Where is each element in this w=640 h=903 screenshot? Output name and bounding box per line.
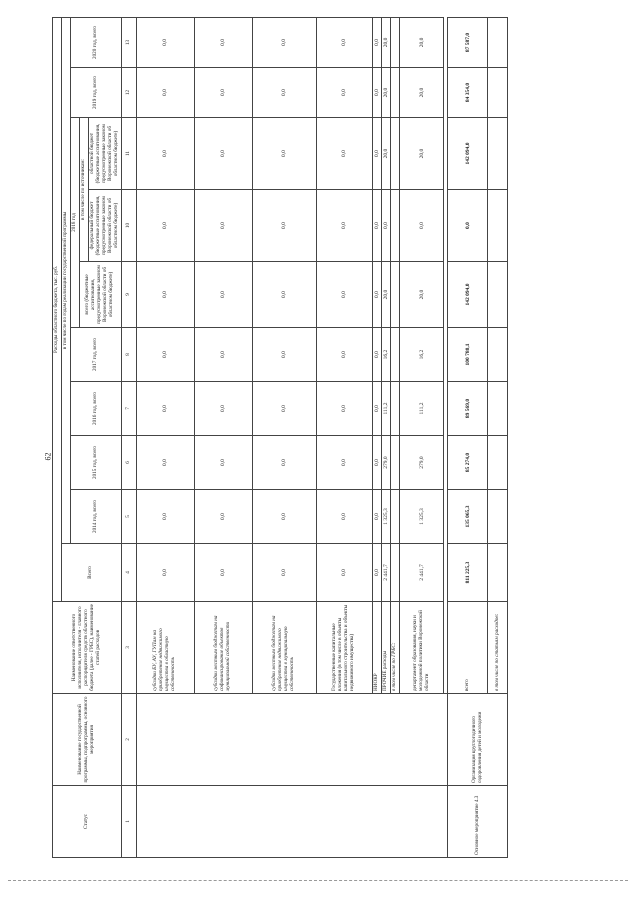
- cell: 0,0: [194, 190, 252, 262]
- cell: 0,0: [136, 262, 194, 328]
- cell: 0,0: [372, 544, 381, 602]
- hdr-sources-label: в том числе по источникам:: [80, 118, 89, 261]
- row-label: субсидии местным бюджетам на софинансирование объектов муниципальной собственности: [194, 602, 252, 694]
- cell: [391, 68, 400, 118]
- cell: 0,0: [252, 490, 316, 544]
- cell: 0,0: [372, 436, 381, 490]
- cell: [488, 68, 508, 118]
- cell: 0,0: [372, 328, 381, 382]
- cell: 20,0: [400, 118, 444, 190]
- cell: [391, 118, 400, 190]
- cell: 100 780,1: [448, 328, 488, 382]
- cell: 0,0: [136, 118, 194, 190]
- cell: 0,0: [252, 382, 316, 436]
- cell: 0,0: [372, 382, 381, 436]
- cell: 0,0: [136, 436, 194, 490]
- cell: 0,0: [372, 118, 381, 190]
- cell: 142 094,0: [448, 262, 488, 328]
- cell: 87 587,0: [448, 17, 488, 67]
- cell: 0,0: [194, 328, 252, 382]
- column-number: 7: [121, 382, 136, 436]
- cell: 20,0: [382, 17, 391, 67]
- cell: 0,0: [252, 544, 316, 602]
- column-number: 2: [121, 694, 136, 786]
- hdr-responsible: Наименование ответственного исполнителя, исполнителя - главного распорядителя средств областного бюджета (далее - ГРБС), наименование статей расходов: [53, 602, 122, 694]
- cell: [391, 262, 400, 328]
- column-number: 4: [121, 544, 136, 602]
- budget-table-rotated: [52, 0, 622, 858]
- cell: 0,0: [136, 544, 194, 602]
- cell: 20,0: [400, 68, 444, 118]
- hdr-regional: областной бюджет (бюджетные ассигнования, предусмотренные законом Воронежской области об областном бюджете): [88, 123, 119, 184]
- cell: [391, 190, 400, 262]
- cell: 0,0: [448, 190, 488, 262]
- column-number: 12: [121, 68, 136, 118]
- hdr-2017: 2017 год, всего: [70, 328, 121, 382]
- cell: 0,0: [136, 17, 194, 67]
- event-incl-label: в том числе по статьям расходов:: [488, 602, 508, 694]
- cell: 0,0: [400, 190, 444, 262]
- cell: 0,0: [136, 490, 194, 544]
- cell: 0,0: [194, 68, 252, 118]
- hdr-federal: федеральный бюджет (бюджетные ассигнования, предусмотренные законом Воронежской области об областном бюджете): [89, 189, 121, 261]
- cell: 16,2: [400, 328, 444, 382]
- row-label: в том числе по ГРБС:: [391, 602, 400, 694]
- cell: 0,0: [252, 68, 316, 118]
- cell: 0,0: [316, 17, 372, 67]
- column-number: 8: [121, 328, 136, 382]
- cell: 84 354,0: [448, 68, 488, 118]
- column-number: 9: [121, 262, 136, 328]
- cell: 279,0: [382, 436, 391, 490]
- cell: [488, 382, 508, 436]
- cell: 0,0: [194, 118, 252, 190]
- cell: 0,0: [252, 328, 316, 382]
- row-label: субсидии местным бюджетам на приобретение недвижимого имущества в муниципальную собственность: [252, 602, 316, 694]
- hdr-sources: [79, 118, 121, 262]
- cell: 811 225,3: [448, 544, 488, 602]
- cell: 0,0: [252, 262, 316, 328]
- hdr-by-years: в том числе по годам реализации государственной программы: [61, 17, 70, 543]
- cell: 0,0: [372, 68, 381, 118]
- hdr-status: Статус: [53, 786, 122, 858]
- cell: 20,0: [382, 262, 391, 328]
- cell: [488, 262, 508, 328]
- cell: 0,0: [316, 544, 372, 602]
- empty-program-cell: [136, 694, 448, 786]
- hdr-program: Наименование государственной программы, подпрограммы, основного мероприятия: [53, 694, 122, 786]
- column-number: 11: [121, 118, 136, 190]
- cell: 0,0: [316, 382, 372, 436]
- page-number: 62: [43, 452, 53, 461]
- cell: 20,0: [382, 68, 391, 118]
- cell: 0,0: [372, 262, 381, 328]
- column-number: 13: [121, 17, 136, 67]
- cell: 0,0: [252, 118, 316, 190]
- cell: 0,0: [252, 190, 316, 262]
- row-label: субсидии БУ, АУ, ГУПам на приобретение недвижимого имущества в областную собственность: [136, 602, 194, 694]
- cell: 0,0: [136, 68, 194, 118]
- column-numbers-row: [121, 17, 136, 857]
- cell: 0,0: [194, 436, 252, 490]
- cell: 0,0: [316, 490, 372, 544]
- cell: 135 065,3: [448, 490, 488, 544]
- hdr-2014: 2014 год, всего: [70, 490, 121, 544]
- cell: 0,0: [372, 490, 381, 544]
- event-total-label: всего: [448, 602, 488, 694]
- cell: 0,0: [316, 328, 372, 382]
- hdr-2018: 2018 год: [70, 118, 79, 328]
- cell: 0,0: [316, 436, 372, 490]
- hdr-2018-total: всего (бюджетные ассигнования, предусмотренные законом Воронежской области об областном бюджете): [79, 262, 121, 328]
- cell: 0,0: [372, 190, 381, 262]
- cell: [391, 382, 400, 436]
- cell: [391, 544, 400, 602]
- cell: 0,0: [382, 190, 391, 262]
- cell: 1 325,3: [382, 490, 391, 544]
- column-number: 3: [121, 602, 136, 694]
- row-label: НИОКР: [372, 602, 381, 694]
- cell: 0,0: [316, 262, 372, 328]
- cell: 0,0: [252, 436, 316, 490]
- cell: 2 441,7: [382, 544, 391, 602]
- event-name: Организация круглогодичного оздоровления детей и молодежи: [448, 694, 508, 786]
- cell: 111,2: [382, 382, 391, 436]
- cell: [488, 544, 508, 602]
- hdr-2015: 2015 год, всего: [70, 436, 121, 490]
- cell: 0,0: [136, 328, 194, 382]
- column-number: 1: [121, 786, 136, 858]
- row-label: ПРОЧИЕ расходы: [382, 602, 391, 694]
- cell: [488, 118, 508, 190]
- row-label: департамент образования, науки и молодежной политики Воронежской области: [400, 602, 444, 694]
- cell: 0,0: [194, 17, 252, 67]
- cell: 0,0: [194, 382, 252, 436]
- cell: [488, 436, 508, 490]
- event-status: Основное мероприятие 4.3: [448, 786, 508, 858]
- cell: [391, 490, 400, 544]
- hdr-2019: 2019 год, всего: [70, 68, 121, 118]
- cell: 279,0: [400, 436, 444, 490]
- cell: 1 325,3: [400, 490, 444, 544]
- cell: [391, 17, 400, 67]
- cell: 2 441,7: [400, 544, 444, 602]
- hdr-total: Всего: [61, 544, 121, 602]
- cell: 0,0: [316, 190, 372, 262]
- cell: 0,0: [194, 544, 252, 602]
- cell: 20,0: [400, 262, 444, 328]
- column-number: 5: [121, 490, 136, 544]
- cell: [488, 190, 508, 262]
- cell: 0,0: [372, 17, 381, 67]
- column-number: 10: [121, 190, 136, 262]
- cell: [391, 436, 400, 490]
- column-number: 6: [121, 436, 136, 490]
- page-bottom-rule: [8, 880, 628, 881]
- cell: 20,0: [400, 17, 444, 67]
- cell: [391, 328, 400, 382]
- cell: [488, 17, 508, 67]
- cell: [488, 490, 508, 544]
- cell: 20,0: [382, 118, 391, 190]
- cell: 111,2: [400, 382, 444, 436]
- cell: 0,0: [194, 262, 252, 328]
- budget-table: [52, 17, 508, 858]
- hdr-2020: 2020 год, всего: [70, 17, 121, 67]
- cell: 16,2: [382, 328, 391, 382]
- cell: 142 094,0: [448, 118, 488, 190]
- cell: 89 569,0: [448, 382, 488, 436]
- hdr-2016: 2016 год, всего: [70, 382, 121, 436]
- cell: 0,0: [316, 118, 372, 190]
- cell: 85 274,0: [448, 436, 488, 490]
- cell: 0,0: [136, 382, 194, 436]
- cell: 0,0: [194, 490, 252, 544]
- cell: 0,0: [136, 190, 194, 262]
- hdr-expenses: Расходы областного бюджета, тыс. руб.: [53, 17, 62, 601]
- row-label: Государственные капитальные вложения (в том числе в объекты капитального строительства и объекты недвижимого имущества): [316, 602, 372, 694]
- cell: 0,0: [316, 68, 372, 118]
- empty-status-cell: [136, 786, 448, 858]
- cell: [488, 328, 508, 382]
- cell: 0,0: [252, 17, 316, 67]
